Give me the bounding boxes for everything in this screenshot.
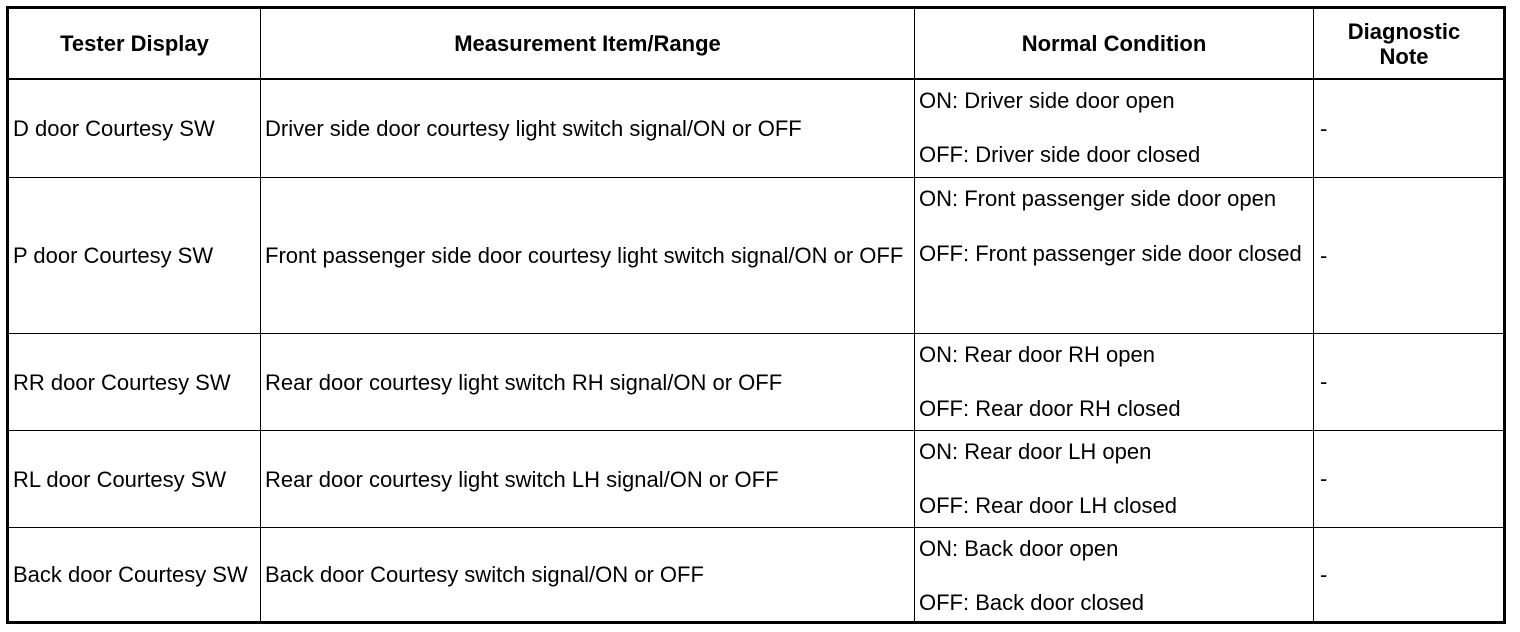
condition-off: OFF: Front passenger side door closed: [919, 241, 1302, 266]
normal-condition-cell: [915, 431, 1313, 527]
diagnostic-note-cell: -: [1320, 466, 1328, 491]
condition-on: ON: Front passenger side door open: [919, 186, 1277, 211]
condition-on: ON: Rear door RH open: [919, 342, 1155, 367]
tester-display-cell: D door Courtesy SW: [13, 116, 215, 141]
diagnostic-note-cell: -: [1320, 115, 1328, 141]
diagnostic-note-cell: -: [1320, 369, 1328, 394]
condition-on: ON: Driver side door open: [919, 88, 1175, 113]
normal-condition-cell: [915, 334, 1313, 430]
tester-display-cell: Back door Courtesy SW: [13, 562, 248, 587]
measurement-cell: Rear door courtesy light switch RH signal/ON or OFF: [265, 369, 783, 395]
measurement-cell: Driver side door courtesy light switch signal/ON or OFF: [265, 116, 802, 141]
diagnostic-note-cell: -: [1320, 561, 1328, 587]
header-measurement: Measurement Item/Range: [454, 31, 721, 56]
tester-display-cell: RR door Courtesy SW: [13, 369, 231, 395]
measurement-cell: Rear door courtesy light switch LH signal/ON or OFF: [265, 466, 779, 492]
measurement-cell: Back door Courtesy switch signal/ON or OFF: [265, 562, 704, 587]
condition-off: OFF: Back door closed: [919, 590, 1144, 615]
condition-on: ON: Back door open: [919, 536, 1119, 561]
normal-condition-cell: [915, 178, 1313, 333]
header-diagnostic-note: Diagnostic Note: [1347, 18, 1461, 69]
measurement-cell: Front passenger side door courtesy light switch signal/ON or OFF: [265, 243, 904, 268]
header-tester-display: Tester Display: [60, 31, 209, 56]
tester-display-cell: P door Courtesy SW: [13, 243, 214, 268]
condition-on: ON: Rear door LH open: [919, 439, 1152, 464]
tester-display-cell: RL door Courtesy SW: [13, 466, 227, 492]
condition-off: OFF: Rear door RH closed: [919, 396, 1181, 421]
condition-off: OFF: Driver side door closed: [919, 142, 1201, 167]
data-list-table: [6, 6, 1506, 624]
normal-condition-cell: [915, 528, 1313, 621]
normal-condition-cell: [915, 80, 1313, 177]
header-normal-condition: Normal Condition: [1021, 31, 1207, 56]
condition-off: OFF: Rear door LH closed: [919, 493, 1177, 518]
diagnostic-note-cell: -: [1320, 242, 1328, 268]
